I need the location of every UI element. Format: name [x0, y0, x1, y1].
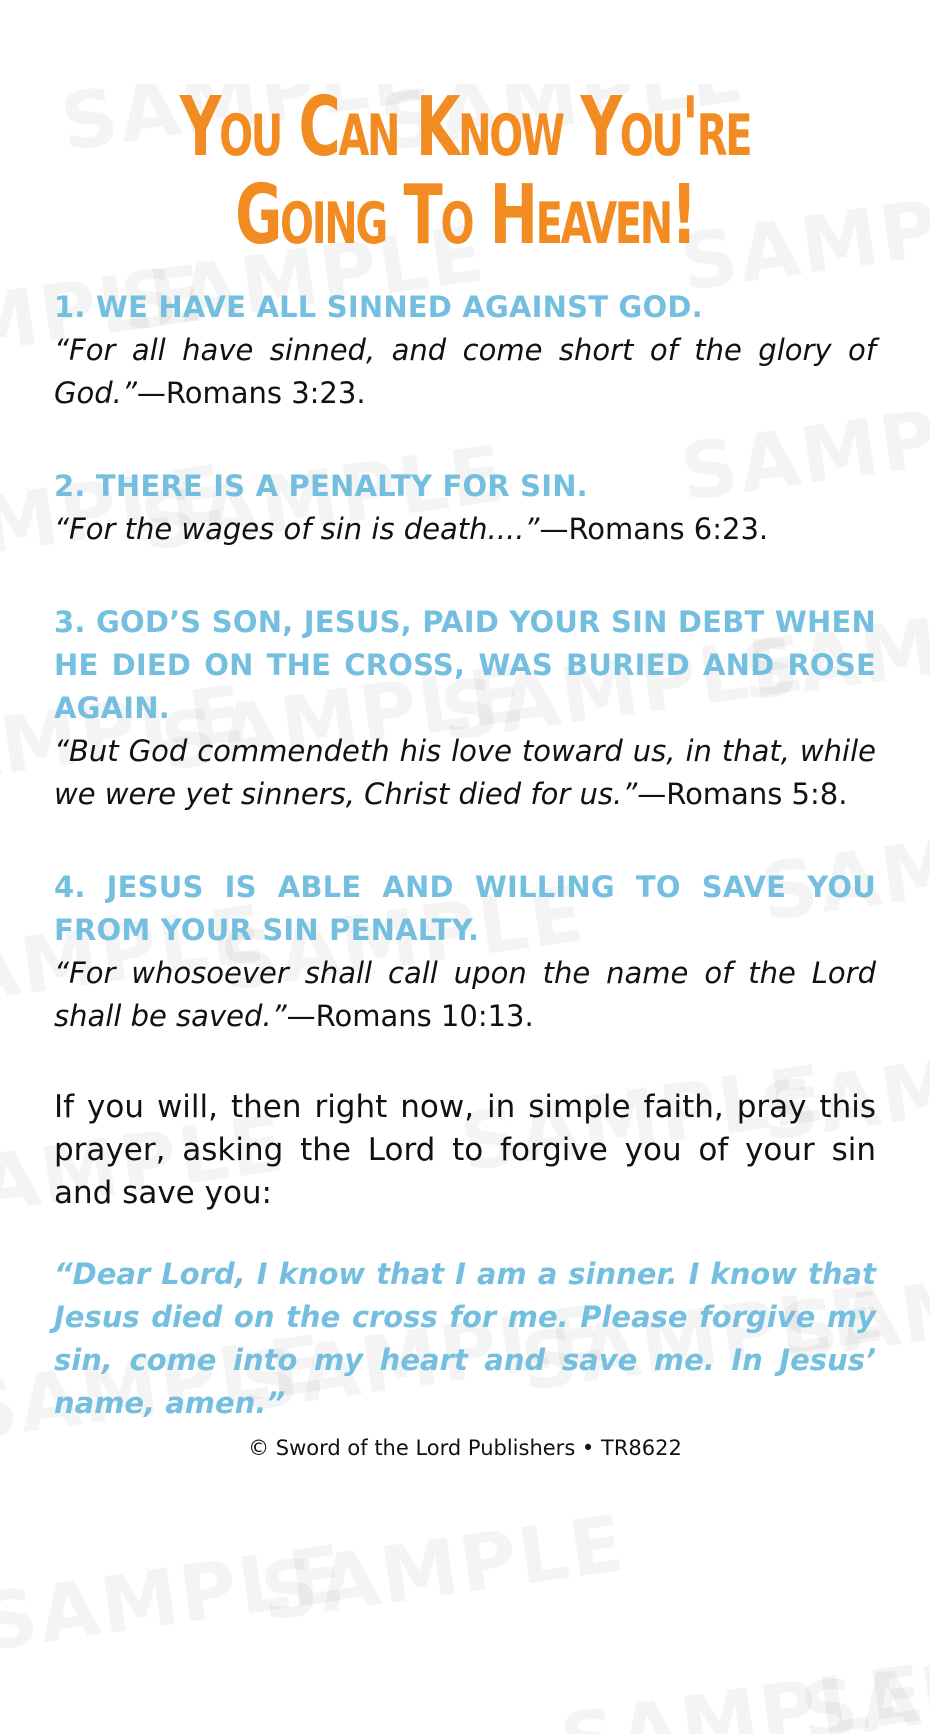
page-title	[144, 80, 785, 263]
point-heading: 2. THERE IS A PENALTY FOR SIN.	[54, 469, 588, 503]
tract-page	[0, 80, 930, 1463]
point-verse	[54, 329, 876, 415]
point-verse	[54, 508, 876, 551]
point-4	[54, 866, 876, 1038]
verse-quote: “For whosoever shall call upon the name of the Lord shall be saved.”	[54, 956, 876, 1033]
verse-quote: “But God commendeth his love toward us, in that, while we were yet sinners, Christ died for us.”	[54, 734, 876, 811]
point-verse	[54, 952, 876, 1038]
verse-reference: —Romans 6:23.	[539, 512, 769, 546]
title-line-2: Going To Heaven!	[235, 168, 695, 263]
watermark-text	[796, 1619, 930, 1734]
point-verse	[54, 730, 876, 816]
verse-quote: “For the wages of sin is death....”	[54, 512, 540, 546]
verse-reference: —Romans 10:13.	[286, 999, 534, 1033]
verse-reference: —Romans 5:8.	[637, 777, 848, 811]
sinners-prayer: “Dear Lord, I know that I am a sinner. I know that Jesus died on the cross for me. Please forgive my sin, come into my heart and save me. In Jesus’ name, amen.”	[54, 1257, 876, 1420]
publisher-footer: © Sword of the Lord Publishers • TR8622	[248, 1436, 682, 1460]
invitation-text: If you will, then right now, in simple faith, pray this prayer, asking the Lord to forgive you of your sin and save you:	[54, 1089, 876, 1211]
point-heading: 4. JESUS IS ABLE AND WILLING TO SAVE YOU FROM YOUR SIN PENALTY.	[54, 870, 876, 947]
point-1	[54, 286, 876, 415]
watermark-text	[556, 1649, 930, 1734]
verse-reference: —Romans 3:23.	[136, 376, 366, 410]
point-heading: 1. WE HAVE ALL SINNED AGAINST GOD.	[54, 290, 703, 324]
verse-quote: “For all have sinned, and come short of the glory of God.”	[54, 333, 876, 410]
point-2	[54, 465, 876, 551]
point-heading: 3. GOD’S SON, JESUS, PAID YOUR SIN DEBT WHEN HE DIED ON THE CROSS, WAS BURIED AND ROSE AGAIN.	[54, 605, 876, 725]
point-3	[54, 601, 876, 816]
title-line-1: You Can Know You're	[179, 80, 751, 175]
watermark-text	[256, 1499, 631, 1639]
watermark-text	[0, 1529, 351, 1669]
